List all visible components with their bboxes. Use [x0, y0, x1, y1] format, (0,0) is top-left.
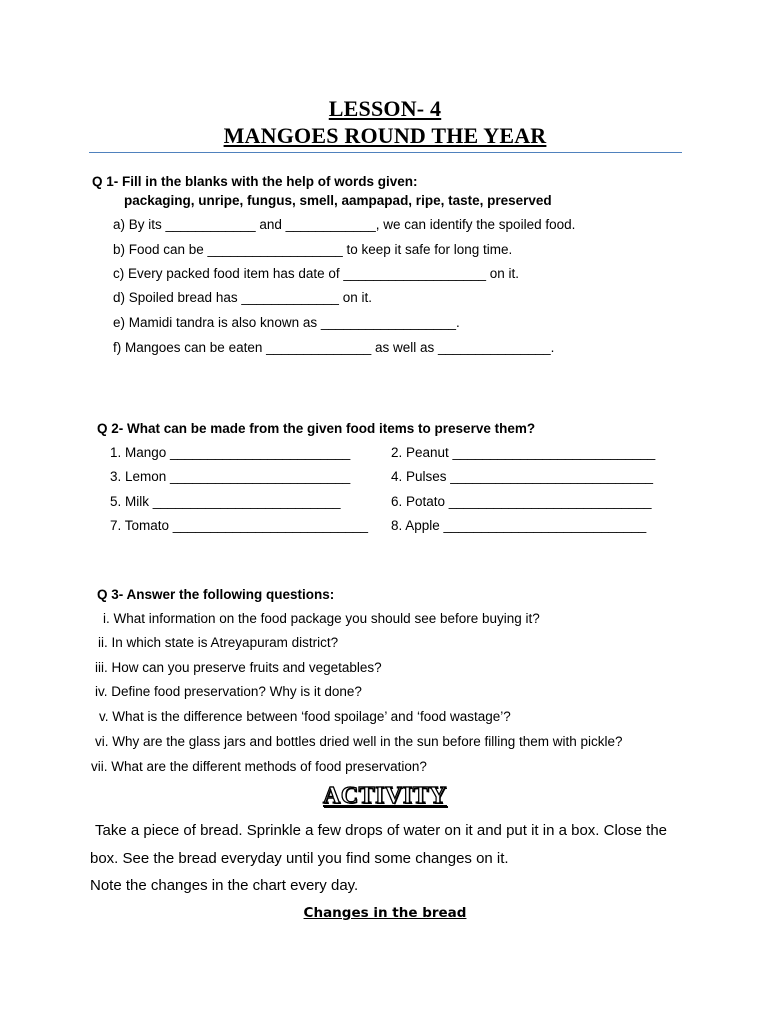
header-divider — [89, 152, 682, 153]
q2-item-4: 4. Pulses ___________________________ — [391, 469, 653, 484]
activity-heading: ACTIVITY — [322, 783, 448, 809]
q2-item-7: 7. Tomato __________________________ — [110, 518, 368, 533]
q3-item-v: v. What is the difference between ‘food spoilage’ and ‘food wastage’? — [99, 709, 511, 724]
q3-item-iv: iv. Define food preservation? Why is it done? — [95, 684, 362, 699]
q2-item-2: 2. Peanut ___________________________ — [391, 445, 656, 460]
chart-subheading: Changes in the bread — [303, 905, 467, 921]
q1-word-bank: packaging, unripe, fungus, smell, aampapad, ripe, taste, preserved — [124, 193, 552, 208]
q1-heading: Q 1- Fill in the blanks with the help of words given: — [92, 174, 418, 189]
activity-text-line-2: box. See the bread everyday until you find some changes on it. — [90, 850, 509, 867]
q1-item-b: b) Food can be __________________ to keep it safe for long time. — [113, 242, 513, 257]
q3-item-i: i. What information on the food package you should see before buying it? — [103, 611, 540, 626]
q1-item-f: f) Mangoes can be eaten ______________ as well as _______________. — [113, 340, 555, 355]
q3-item-vii: vii. What are the different methods of food preservation? — [91, 759, 427, 774]
q2-heading: Q 2- What can be made from the given food items to preserve them? — [97, 421, 536, 436]
q3-item-iii: iii. How can you preserve fruits and vegetables? — [95, 660, 382, 675]
q1-item-e: e) Mamidi tandra is also known as __________________. — [113, 315, 460, 330]
q2-item-8: 8. Apple ___________________________ — [391, 518, 647, 533]
lesson-title: MANGOES ROUND THE YEAR — [223, 123, 547, 148]
q2-item-3: 3. Lemon ________________________ — [110, 469, 351, 484]
q2-item-5: 5. Milk _________________________ — [110, 494, 341, 509]
q1-item-c: c) Every packed food item has date of ___________________ on it. — [113, 266, 520, 281]
q3-item-vi: vi. Why are the glass jars and bottles dried well in the sun before filling them with pickle? — [95, 734, 623, 749]
q1-item-a: a) By its ____________ and ____________, we can identify the spoiled food. — [113, 217, 576, 232]
q2-item-6: 6. Potato ___________________________ — [391, 494, 652, 509]
activity-text-line-1: Take a piece of bread. Sprinkle a few drops of water on it and put it in a box. Close the — [95, 822, 667, 839]
lesson-number: LESSON- 4 — [328, 96, 442, 121]
q3-item-ii: ii. In which state is Atreyapuram district? — [98, 635, 339, 650]
activity-text-line-3: Note the changes in the chart every day. — [90, 877, 359, 894]
q1-item-d: d) Spoiled bread has _____________ on it. — [113, 290, 372, 305]
q2-item-1: 1. Mango ________________________ — [110, 445, 351, 460]
q3-heading: Q 3- Answer the following questions: — [97, 587, 335, 602]
